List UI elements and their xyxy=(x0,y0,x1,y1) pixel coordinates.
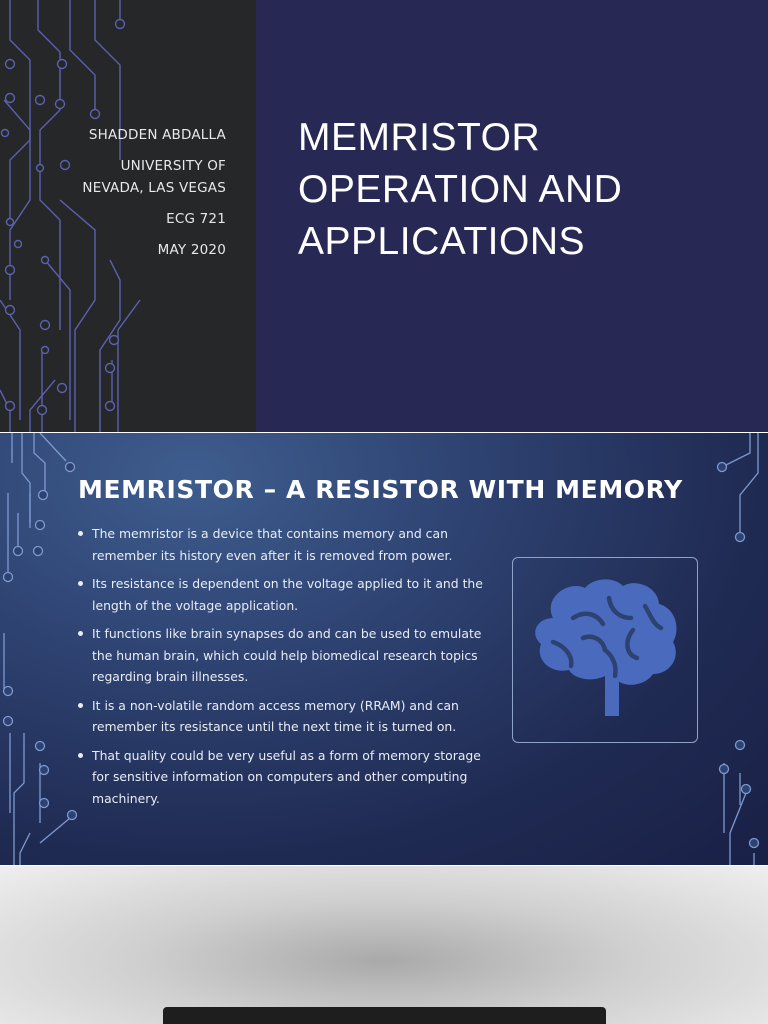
title-slide-right-panel xyxy=(256,0,768,432)
presentation-date: MAY 2020 xyxy=(157,242,226,258)
bullet-item xyxy=(76,623,496,688)
bullet-dot-icon xyxy=(78,753,83,758)
course-code: ECG 721 xyxy=(166,211,226,227)
title-slide-info xyxy=(46,124,226,270)
bullet-text: The memristor is a device that contains memory and can remember its history even after it is removed from power. xyxy=(92,526,453,563)
bullet-text: It functions like brain synapses do and can be used to emulate the human brain, which could help biomedical research topics regarding brain illnesses. xyxy=(92,626,482,684)
bullet-dot-icon xyxy=(78,631,83,636)
next-slide-preview xyxy=(0,866,768,1024)
bullet-dot-icon xyxy=(78,531,83,536)
brain-icon xyxy=(513,558,697,742)
brain-image-frame xyxy=(512,557,698,743)
bullet-text: Its resistance is dependent on the voltage applied to it and the length of the voltage application. xyxy=(92,576,483,613)
slide-title: MEMRISTOR – A RESISTOR WITH MEMORY xyxy=(78,475,683,504)
bullet-item xyxy=(76,695,496,738)
bullet-list xyxy=(76,523,496,816)
bullet-item xyxy=(76,523,496,566)
title-slide xyxy=(0,0,768,432)
bullet-dot-icon xyxy=(78,581,83,586)
bullet-item xyxy=(76,573,496,616)
author-name: SHADDEN ABDALLA xyxy=(88,127,226,143)
bullet-text: That quality could be very useful as a form of memory storage for sensitive information on computers and other computing machinery. xyxy=(92,747,481,806)
content-slide xyxy=(0,433,768,865)
bullet-item xyxy=(76,745,496,810)
presentation-title: MEMRISTOR OPERATION AND APPLICATIONS xyxy=(298,116,623,263)
bullet-dot-icon xyxy=(78,703,83,708)
bullet-text: It is a non-volatile random access memory (RRAM) and can remember its resistance until the next time it is turned on. xyxy=(92,697,459,734)
dark-content-block xyxy=(163,1007,606,1024)
title-slide-left-panel xyxy=(0,0,256,432)
university-name: UNIVERSITY OF NEVADA, LAS VEGAS xyxy=(82,158,226,196)
